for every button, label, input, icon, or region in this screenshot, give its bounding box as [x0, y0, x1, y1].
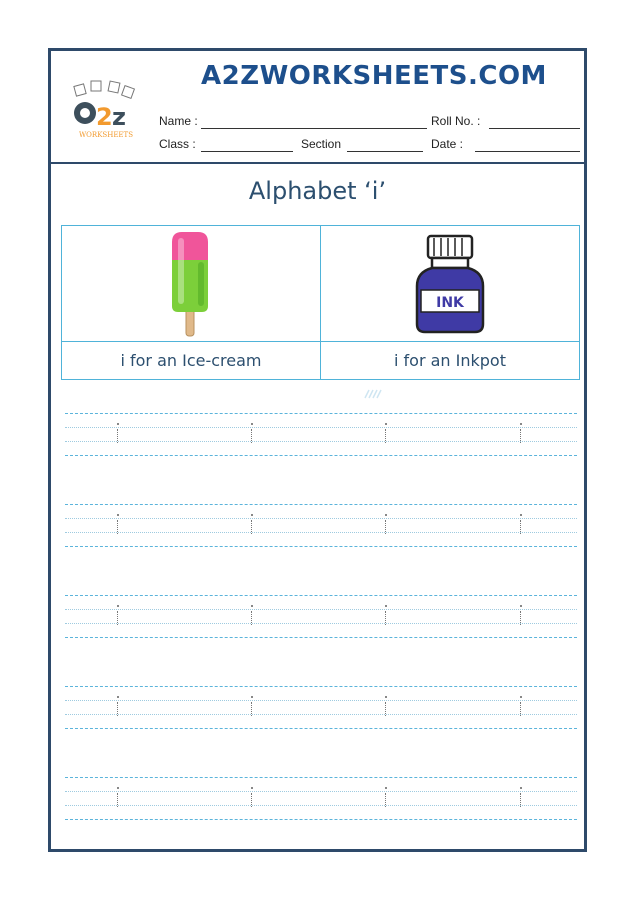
date-label: Date : [431, 137, 464, 151]
picture-table [61, 225, 580, 380]
guide-line [65, 595, 577, 596]
guide-line [65, 413, 577, 414]
a2z-logo-icon [65, 79, 147, 141]
guide-line [65, 504, 577, 505]
guide-line [65, 637, 577, 638]
guide-line [65, 427, 577, 428]
roll-label: Roll No. : [431, 114, 481, 128]
guide-line [65, 791, 577, 792]
guide-line [65, 805, 577, 806]
guide-line [65, 546, 577, 547]
worksheet-header [51, 51, 584, 164]
guide-line [65, 441, 577, 442]
ice-cream-cell [62, 226, 321, 342]
guide-line [65, 728, 577, 729]
tracing-row[interactable] [65, 413, 577, 459]
svg-text:WORKSHEETS: WORKSHEETS [78, 131, 134, 139]
site-title: A2ZWORKSHEETS.COM [201, 61, 547, 91]
class-label: Class : [159, 137, 196, 151]
tracing-row[interactable] [65, 686, 577, 732]
watermark-icon [363, 386, 383, 400]
guide-line [65, 609, 577, 610]
guide-line [65, 714, 577, 715]
inkpot-cell [321, 226, 579, 342]
worksheet-frame [48, 48, 587, 852]
svg-text:INK: INK [436, 295, 464, 311]
worksheet-title: Alphabet ‘i’ [248, 177, 387, 205]
tracing-row[interactable] [65, 504, 577, 550]
ice-cream-icon [62, 226, 321, 342]
section-field[interactable] [347, 151, 423, 152]
inkpot-icon [321, 226, 579, 342]
roll-field[interactable] [489, 128, 580, 129]
tracing-row[interactable] [65, 595, 577, 641]
inkpot-caption: i for an Inkpot [394, 351, 506, 370]
guide-line [65, 700, 577, 701]
ice-cream-caption: i for an Ice-cream [62, 342, 321, 379]
guide-line [65, 777, 577, 778]
name-field[interactable] [201, 128, 427, 129]
guide-line [65, 819, 577, 820]
svg-text:z: z [112, 103, 126, 131]
class-field[interactable] [201, 151, 293, 152]
section-label: Section [301, 137, 342, 151]
date-field[interactable] [475, 151, 580, 152]
name-label: Name : [159, 114, 198, 128]
guide-line [65, 455, 577, 456]
guide-line [65, 532, 577, 533]
guide-line [65, 623, 577, 624]
guide-line [65, 518, 577, 519]
svg-text:2: 2 [96, 103, 113, 131]
guide-line [65, 686, 577, 687]
tracing-row[interactable] [65, 777, 577, 823]
